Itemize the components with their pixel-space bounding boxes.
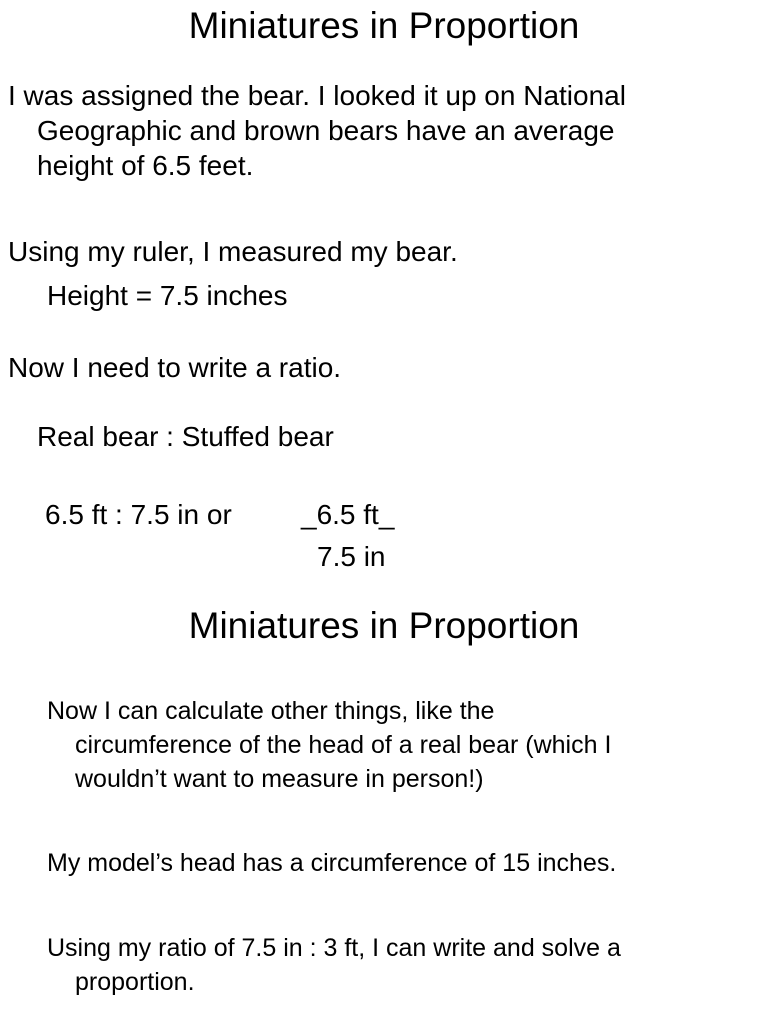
model-head-sentence: My model’s head has a circumference of 15 inches. xyxy=(47,849,617,877)
fraction-numerator: _6.5 ft_ xyxy=(301,499,395,530)
calculate-line-2: circumference of the head of a real bear (which I xyxy=(75,731,612,759)
slide-title: Miniatures in Proportion xyxy=(188,605,580,646)
assignment-line-2: Geographic and brown bears have an average xyxy=(37,115,615,146)
slide-2 xyxy=(0,590,768,1024)
ruler-sentence: Using my ruler, I measured my bear. xyxy=(8,236,458,267)
assignment-line-1: I was assigned the bear. I looked it up on National xyxy=(8,80,626,111)
proportion-line-1: Using my ratio of 7.5 in : 3 ft, I can write and solve a xyxy=(47,934,621,962)
ratio-colon-form: 6.5 ft : 7.5 in or xyxy=(45,499,232,530)
calculate-line-3: wouldn’t want to measure in person!) xyxy=(75,765,484,793)
fraction-denominator: 7.5 in xyxy=(317,541,386,572)
ratio-intro: Now I need to write a ratio. xyxy=(8,352,342,383)
ratio-labels: Real bear : Stuffed bear xyxy=(37,421,334,452)
assignment-line-3: height of 6.5 feet. xyxy=(37,150,254,181)
proportion-line-2: proportion. xyxy=(75,968,195,996)
slide-title: Miniatures in Proportion xyxy=(188,5,580,46)
height-measurement: Height = 7.5 inches xyxy=(47,280,288,311)
calculate-line-1: Now I can calculate other things, like the xyxy=(47,697,495,725)
